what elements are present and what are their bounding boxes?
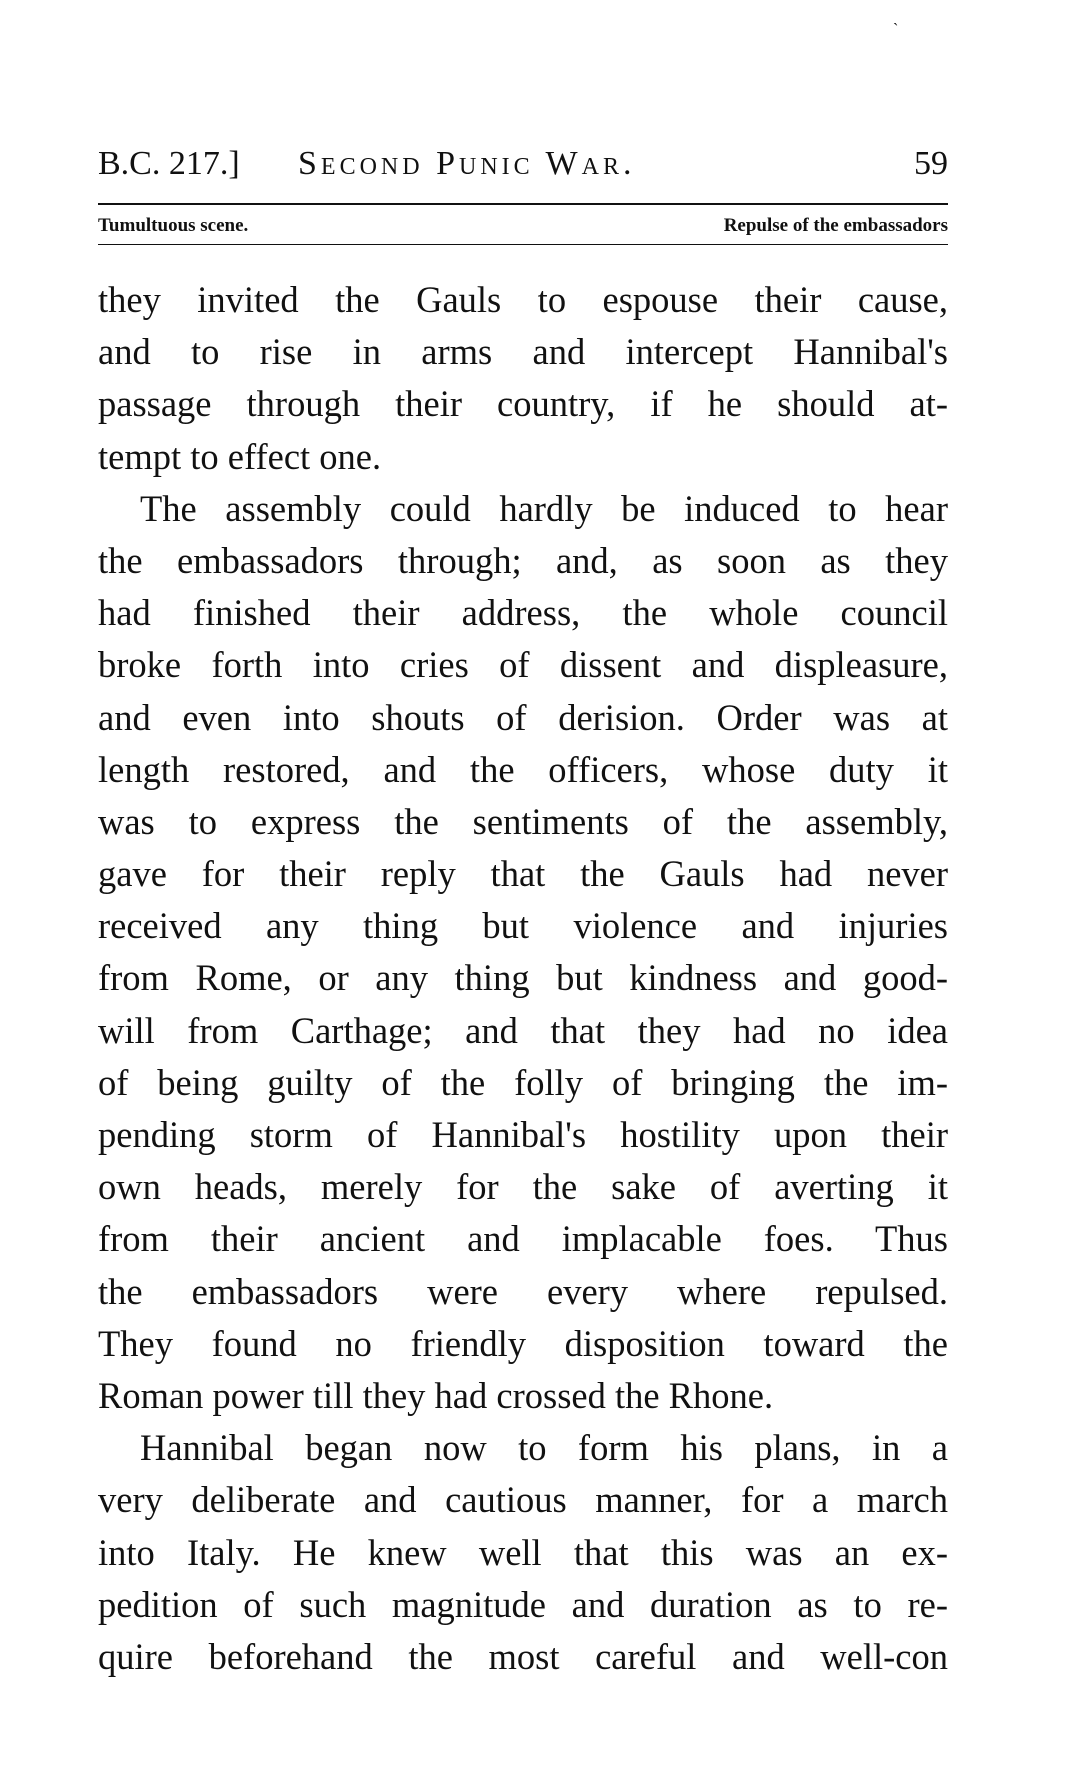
text-line: and even into shouts of derision. Order was at bbox=[98, 696, 948, 738]
text-line: and to rise in arms and intercept Hannibal's bbox=[98, 331, 948, 373]
header-date: B.C. 217.] bbox=[98, 145, 240, 182]
text-line: gave for their reply that the Gauls had never bbox=[98, 853, 948, 895]
text-line: own heads, merely for the sake of averting it bbox=[98, 1166, 948, 1208]
text-line: They found no friendly disposition toward the bbox=[98, 1322, 948, 1364]
subhead-right: Repulse of the embassadors bbox=[723, 215, 948, 236]
body-text bbox=[98, 274, 948, 1683]
text-line: passage through their country, if he should at- bbox=[98, 383, 948, 425]
text-line: length restored, and the officers, whose duty it bbox=[98, 748, 948, 790]
text-line: The assembly could hardly be induced to hear bbox=[140, 487, 948, 529]
text-line: the embassadors through; and, as soon as they bbox=[98, 539, 948, 581]
text-line: from their ancient and implacable foes. Thus bbox=[98, 1218, 948, 1260]
text-line: broke forth into cries of dissent and displeasure, bbox=[98, 644, 948, 686]
text-line: pedition of such magnitude and duration as to re- bbox=[98, 1583, 948, 1625]
text-line: received any thing but violence and injuries bbox=[98, 905, 948, 947]
text-line: had finished their address, the whole council bbox=[98, 592, 948, 634]
text-line: was to express the sentiments of the assembly, bbox=[98, 800, 948, 842]
text-line: tempt to effect one. bbox=[98, 435, 382, 477]
subhead-left: Tumultuous scene. bbox=[98, 215, 249, 236]
header-rule-bottom bbox=[98, 244, 948, 245]
header-title: Second Punic War. bbox=[298, 145, 636, 182]
text-line: Hannibal began now to form his plans, in a bbox=[140, 1427, 948, 1469]
text-line: the embassadors were every where repulsed. bbox=[98, 1270, 948, 1312]
text-line: they invited the Gauls to espouse their cause, bbox=[98, 279, 948, 320]
text-line: quire beforehand the most careful and well-con bbox=[98, 1635, 948, 1677]
page-number: 59 bbox=[914, 145, 948, 182]
stray-mark: ` bbox=[893, 21, 899, 38]
text-line: from Rome, or any thing but kindness and good- bbox=[98, 957, 948, 999]
running-header bbox=[98, 144, 948, 192]
text-line: Roman power till they had crossed the Rhone. bbox=[98, 1374, 774, 1416]
text-line: pending storm of Hannibal's hostility upon their bbox=[98, 1114, 948, 1155]
text-line: very deliberate and cautious manner, for a march bbox=[98, 1479, 948, 1521]
text-line: of being guilty of the folly of bringing the im- bbox=[98, 1061, 948, 1103]
header-rule-top bbox=[98, 203, 948, 205]
text-line: into Italy. He knew well that this was an ex- bbox=[98, 1531, 948, 1573]
marginal-subheads bbox=[98, 214, 948, 240]
text-line: will from Carthage; and that they had no idea bbox=[98, 1009, 948, 1051]
